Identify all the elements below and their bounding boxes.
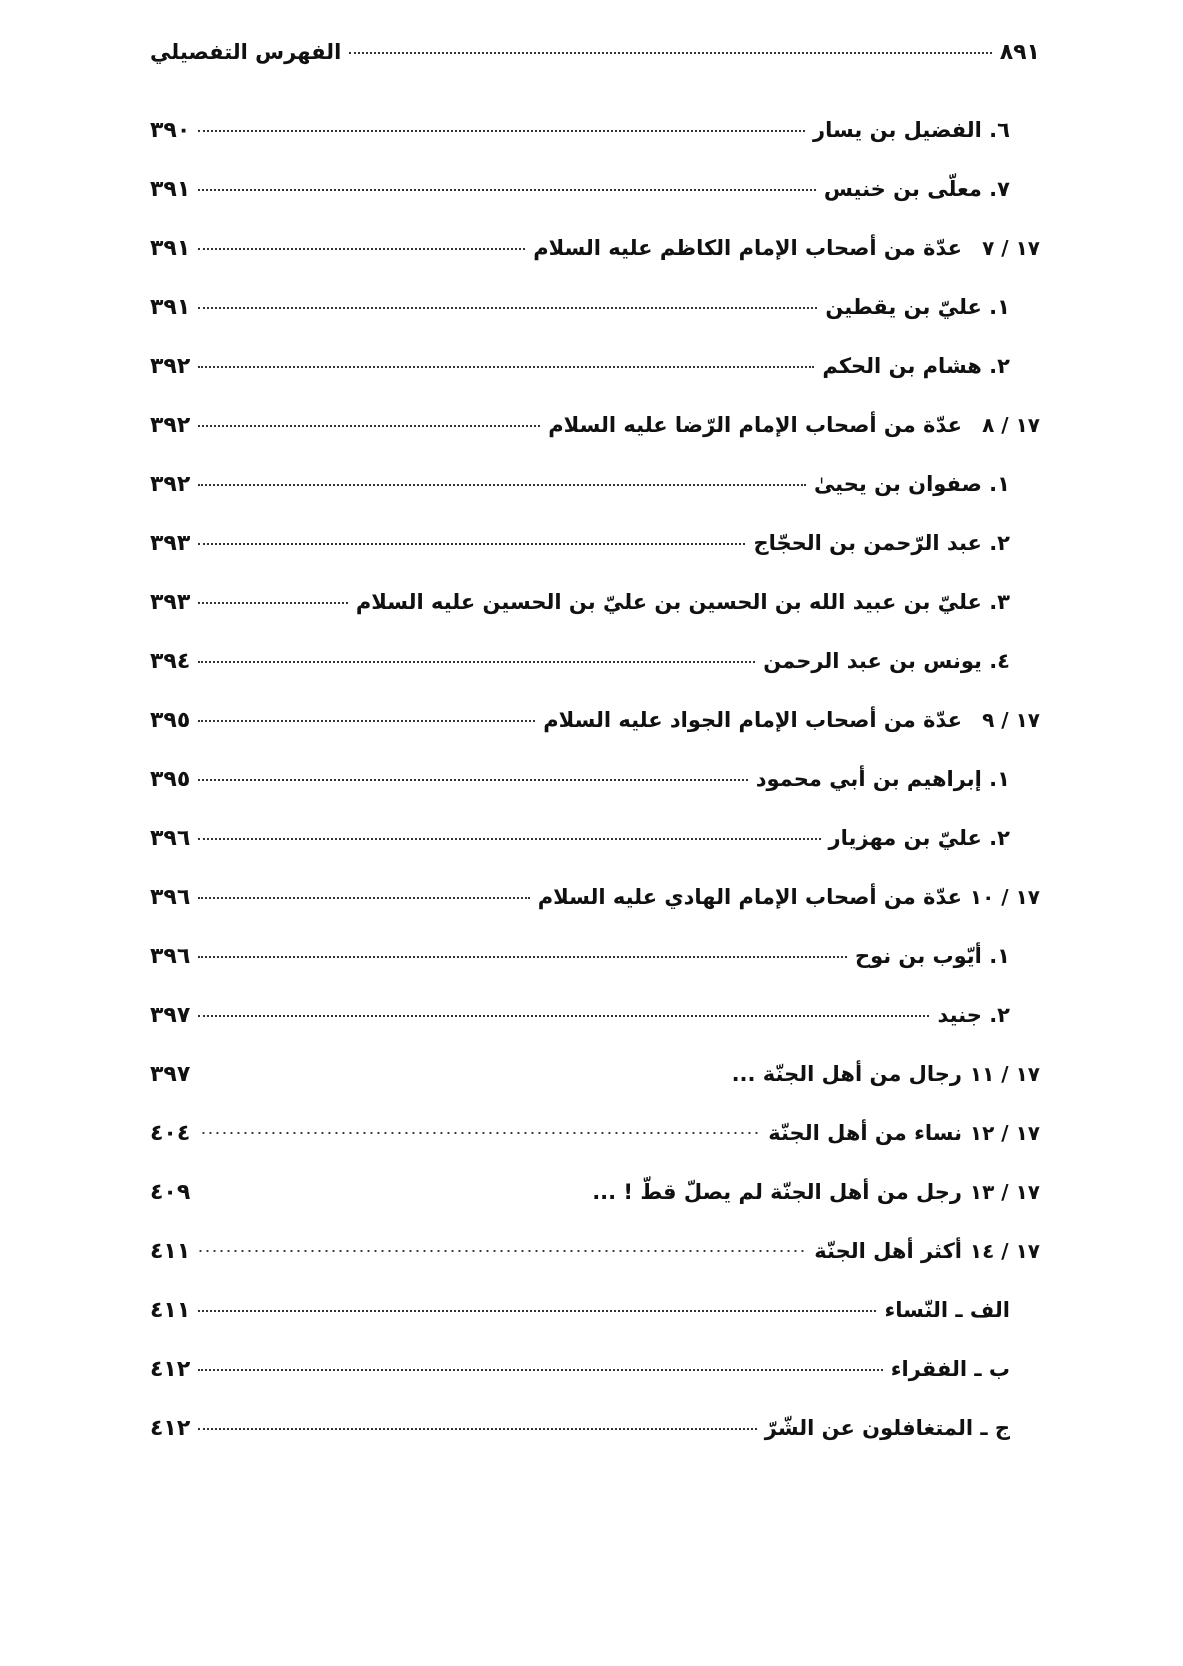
toc-entry-title: ب ـ الفقراء bbox=[890, 1357, 1010, 1381]
toc-leader-dots bbox=[198, 248, 525, 250]
toc-entry bbox=[150, 177, 1040, 236]
toc-entry bbox=[150, 1003, 1040, 1062]
toc-entry bbox=[150, 472, 1040, 531]
header-leader-dots bbox=[349, 52, 991, 54]
toc-entry-page: ٣٩٦ bbox=[150, 885, 191, 910]
toc-entry-page: ٣٩٤ bbox=[150, 649, 191, 674]
toc-entry bbox=[150, 1416, 1040, 1475]
toc-entry-page: ٣٩٦ bbox=[150, 826, 191, 851]
toc-entry bbox=[150, 826, 1040, 885]
running-header bbox=[150, 40, 1040, 80]
toc-entry-page: ٣٩٠ bbox=[150, 118, 191, 143]
toc-entry-title: عدّة من أصحاب الإمام الهادي عليه السلام bbox=[537, 885, 962, 909]
toc-leader-dots bbox=[198, 1015, 929, 1017]
toc-entry-title: نساء من أهل الجنّة bbox=[768, 1121, 962, 1145]
toc-entry-page: ٣٩٥ bbox=[150, 767, 191, 792]
toc-entry bbox=[150, 1357, 1040, 1416]
toc-leader-dots bbox=[198, 720, 535, 722]
toc-entry-number: ١٧ / ١٠ bbox=[969, 885, 1040, 909]
toc-leader-dots bbox=[198, 602, 348, 604]
toc-leader-dots bbox=[198, 130, 805, 132]
toc-entry-number: ١٧ / ٧ bbox=[982, 236, 1040, 260]
toc-leader-dots bbox=[198, 1249, 806, 1253]
toc-entry-page: ٤١١ bbox=[150, 1298, 191, 1323]
toc-entry-page: ٣٩٧ bbox=[150, 1003, 191, 1028]
toc-leader-dots bbox=[198, 779, 747, 781]
toc-entry-title: ٢. عليّ بن مهزيار bbox=[828, 826, 1010, 850]
toc-entry-number: ١٧ / ١٢ bbox=[969, 1121, 1040, 1145]
toc-entry-title: ١. أيّوب بن نوح bbox=[854, 944, 1010, 968]
toc-entry-page: ٣٩٥ bbox=[150, 708, 191, 733]
toc-entry-page: ٣٩٣ bbox=[150, 531, 191, 556]
toc-leader-dots bbox=[198, 189, 816, 191]
toc-entry bbox=[150, 1180, 1040, 1239]
toc-entry bbox=[150, 767, 1040, 826]
toc-entry bbox=[150, 885, 1040, 944]
toc-leader-dots bbox=[198, 1428, 757, 1430]
toc-entry-page: ٣٩٧ bbox=[150, 1062, 191, 1087]
toc-entry-title: رجال من أهل الجنّة ... bbox=[731, 1062, 962, 1086]
toc-leader-dots bbox=[198, 543, 745, 545]
toc-leader-dots bbox=[198, 1369, 882, 1371]
toc-leader-dots bbox=[198, 838, 820, 840]
toc-entry-number: ١٧ / ١٤ bbox=[969, 1239, 1040, 1263]
toc-entry-title: ١. صفوان بن يحيىٰ bbox=[813, 472, 1010, 496]
toc-entry bbox=[150, 531, 1040, 590]
toc-entry bbox=[150, 1298, 1040, 1357]
toc-entry-number: ١٧ / ١١ bbox=[969, 1062, 1040, 1086]
toc-entry-title: ١. إبراهيم بن أبي محمود bbox=[755, 767, 1010, 791]
toc-entry-page: ٣٩١ bbox=[150, 295, 191, 320]
toc-leader-dots bbox=[198, 425, 540, 427]
toc-entry-title: عدّة من أصحاب الإمام الجواد عليه السلام bbox=[543, 708, 962, 732]
toc-entry-page: ٣٩٦ bbox=[150, 944, 191, 969]
toc-entry-title: ٤. يونس بن عبد الرحمن bbox=[763, 649, 1010, 673]
toc-entry-page: ٤١٢ bbox=[150, 1357, 191, 1382]
toc-entry-page: ٤١٢ bbox=[150, 1416, 191, 1441]
toc-entry-page: ٣٩١ bbox=[150, 236, 191, 261]
header-title: الفهرس التفصيلي bbox=[150, 40, 342, 64]
toc-entry bbox=[150, 708, 1040, 767]
toc-entry bbox=[150, 1239, 1040, 1298]
toc-entry-title: الف ـ النّساء bbox=[884, 1298, 1010, 1322]
toc-leader-dots bbox=[198, 307, 817, 309]
toc-entry-title: أكثر أهل الجنّة bbox=[814, 1239, 962, 1263]
toc-entry bbox=[150, 944, 1040, 1003]
toc-entry bbox=[150, 649, 1040, 708]
toc-entry bbox=[150, 1062, 1040, 1121]
toc-entry-page: ٣٩٢ bbox=[150, 354, 191, 379]
toc-entry-page: ٣٩٢ bbox=[150, 472, 191, 497]
toc-entry-number: ١٧ / ١٣ bbox=[969, 1180, 1040, 1204]
toc-entry-page: ٤١١ bbox=[150, 1239, 191, 1264]
toc-entry bbox=[150, 1121, 1040, 1180]
toc-entry-title: ج ـ المتغافلون عن الشّرّ bbox=[764, 1416, 1010, 1440]
toc-entry bbox=[150, 236, 1040, 295]
toc-entry-title: ٢. عبد الرّحمن بن الحجّاج bbox=[753, 531, 1010, 555]
toc-entry-page: ٣٩٢ bbox=[150, 413, 191, 438]
toc-entry-number: ١٧ / ٩ bbox=[982, 708, 1040, 732]
toc-entry bbox=[150, 354, 1040, 413]
toc-entry-title: ٢. هشام بن الحكم bbox=[822, 354, 1010, 378]
toc-entry-title: ١. عليّ بن يقطين bbox=[825, 295, 1010, 319]
table-of-contents bbox=[150, 118, 1040, 1475]
toc-leader-dots bbox=[198, 366, 814, 368]
toc-leader-dots bbox=[198, 897, 529, 899]
toc-entry-title: عدّة من أصحاب الإمام الكاظم عليه السلام bbox=[533, 236, 962, 260]
toc-leader-dots bbox=[198, 1074, 723, 1076]
toc-entry-title: ٧. معلّى بن خنيس bbox=[823, 177, 1010, 201]
toc-entry bbox=[150, 590, 1040, 649]
toc-leader-dots bbox=[198, 1310, 876, 1312]
header-page-number: ٨٩١ bbox=[999, 40, 1040, 65]
toc-entry-title: ٢. جنيد bbox=[937, 1003, 1010, 1027]
toc-entry-page: ٣٩١ bbox=[150, 177, 191, 202]
toc-entry-number: ١٧ / ٨ bbox=[982, 413, 1040, 437]
toc-entry-title: ٦. الفضيل بن يسار bbox=[813, 118, 1010, 142]
toc-entry bbox=[150, 295, 1040, 354]
toc-entry-title: عدّة من أصحاب الإمام الرّضا عليه السلام bbox=[548, 413, 962, 437]
toc-leader-dots bbox=[198, 1192, 584, 1194]
toc-leader-dots bbox=[198, 956, 847, 958]
toc-leader-dots bbox=[198, 484, 806, 486]
toc-entry bbox=[150, 413, 1040, 472]
toc-entry bbox=[150, 118, 1040, 177]
toc-entry-title: ٣. عليّ بن عبيد الله بن الحسين بن عليّ بن الحسين عليه السلام bbox=[355, 590, 1010, 614]
toc-entry-page: ٣٩٣ bbox=[150, 590, 191, 615]
toc-entry-page: ٤٠٩ bbox=[150, 1180, 191, 1205]
toc-entry-title: رجل من أهل الجنّة لم يصلّ قطّ ! ... bbox=[592, 1180, 962, 1204]
toc-entry-page: ٤٠٤ bbox=[150, 1121, 191, 1146]
toc-leader-dots bbox=[198, 1131, 760, 1135]
toc-leader-dots bbox=[198, 661, 755, 663]
